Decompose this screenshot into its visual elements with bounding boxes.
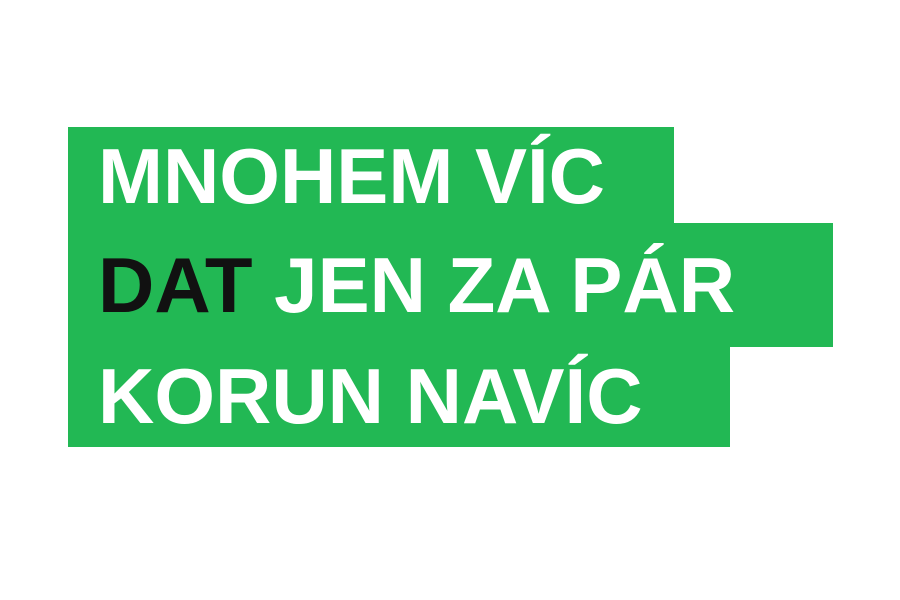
- headline-highlight-word: DAT: [98, 241, 253, 329]
- headline-line-3-text: KORUN NAVÍC: [98, 352, 643, 440]
- headline-line-2-text: JEN ZA PÁR: [252, 241, 736, 329]
- headline-line-1: [68, 127, 674, 225]
- headline-line-2: [68, 223, 833, 347]
- headline-line-1-text: MNOHEM VÍC: [98, 132, 605, 220]
- headline-line-3: [68, 345, 730, 447]
